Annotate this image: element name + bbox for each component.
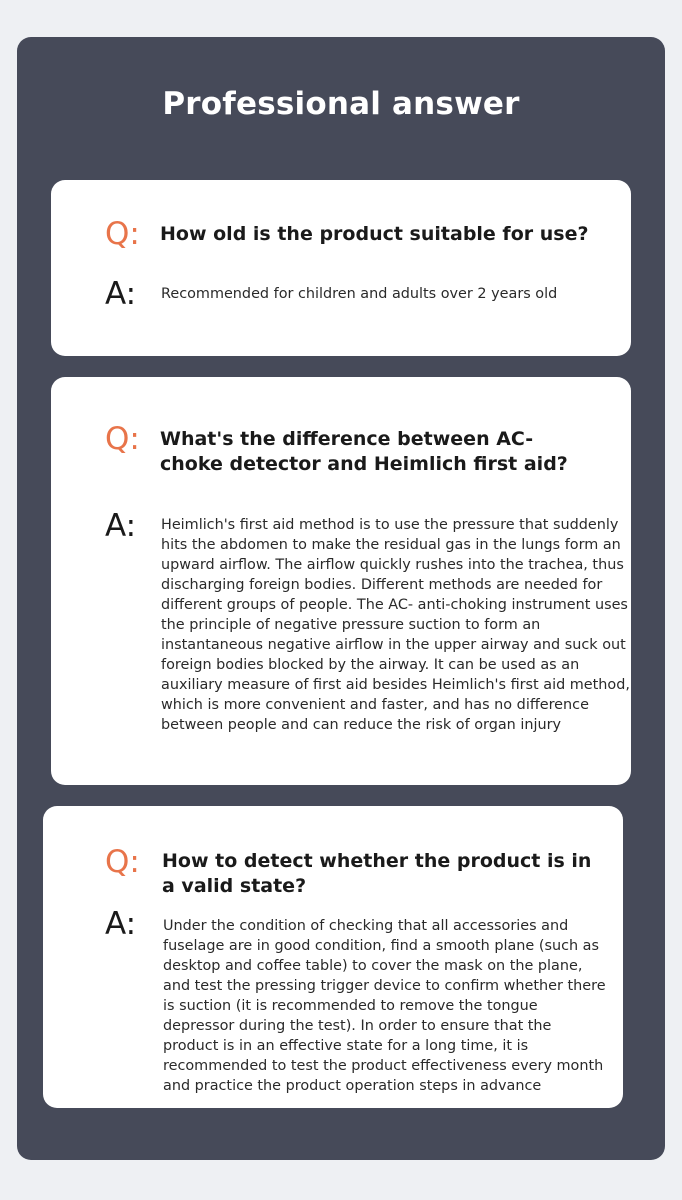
question-text: What's the difference between AC- choke detector and Heimlich first aid? xyxy=(160,428,568,475)
answer-text: Heimlich's first aid method is to use the pressure that suddenly hits the abdomen to make the residual gas in the lungs form an upward airflow. The airflow quickly rushes into the trachea, thus discharging foreign bodies. Different methods are needed for different groups of people. The AC- anti-choking instrument uses the principle of negative pressure suction to form an instantaneous negative airflow in the upper airway and suck out foreign bodies blocked by the airway. It can be used as an auxiliary measure of first aid besides Heimlich's first aid method, which is more convenient and faster, and has no difference between people and can reduce the risk of organ injury xyxy=(161,517,630,733)
answer-label: A: xyxy=(105,276,137,312)
faq-card-1 xyxy=(51,180,631,356)
answer-text: Under the condition of checking that all accessories and fuselage are in good condition, find a smooth plane (such as desktop and coffee table) to cover the mask on the plane, and test the pressing trigger device to confirm whether there is suction (it is recommended to remove the tongue depressor during the test). In order to ensure that the product is in an effective state for a long time, it is recommended to test the product effectiveness every month and practice the product operation steps in advance xyxy=(163,918,606,1094)
answer-label: A: xyxy=(105,508,137,544)
question-label: Q: xyxy=(105,216,140,252)
question-text: How old is the product suitable for use? xyxy=(160,223,589,245)
question-label: Q: xyxy=(105,421,140,457)
page-title: Professional answer xyxy=(162,86,520,122)
answer-text: Recommended for children and adults over 2 years old xyxy=(161,286,558,302)
question-text: How to detect whether the product is in a valid state? xyxy=(162,850,592,897)
question-label: Q: xyxy=(105,844,140,880)
answer-label: A: xyxy=(105,906,137,942)
faq-card-3 xyxy=(43,806,623,1108)
faq-card-2 xyxy=(51,377,631,785)
